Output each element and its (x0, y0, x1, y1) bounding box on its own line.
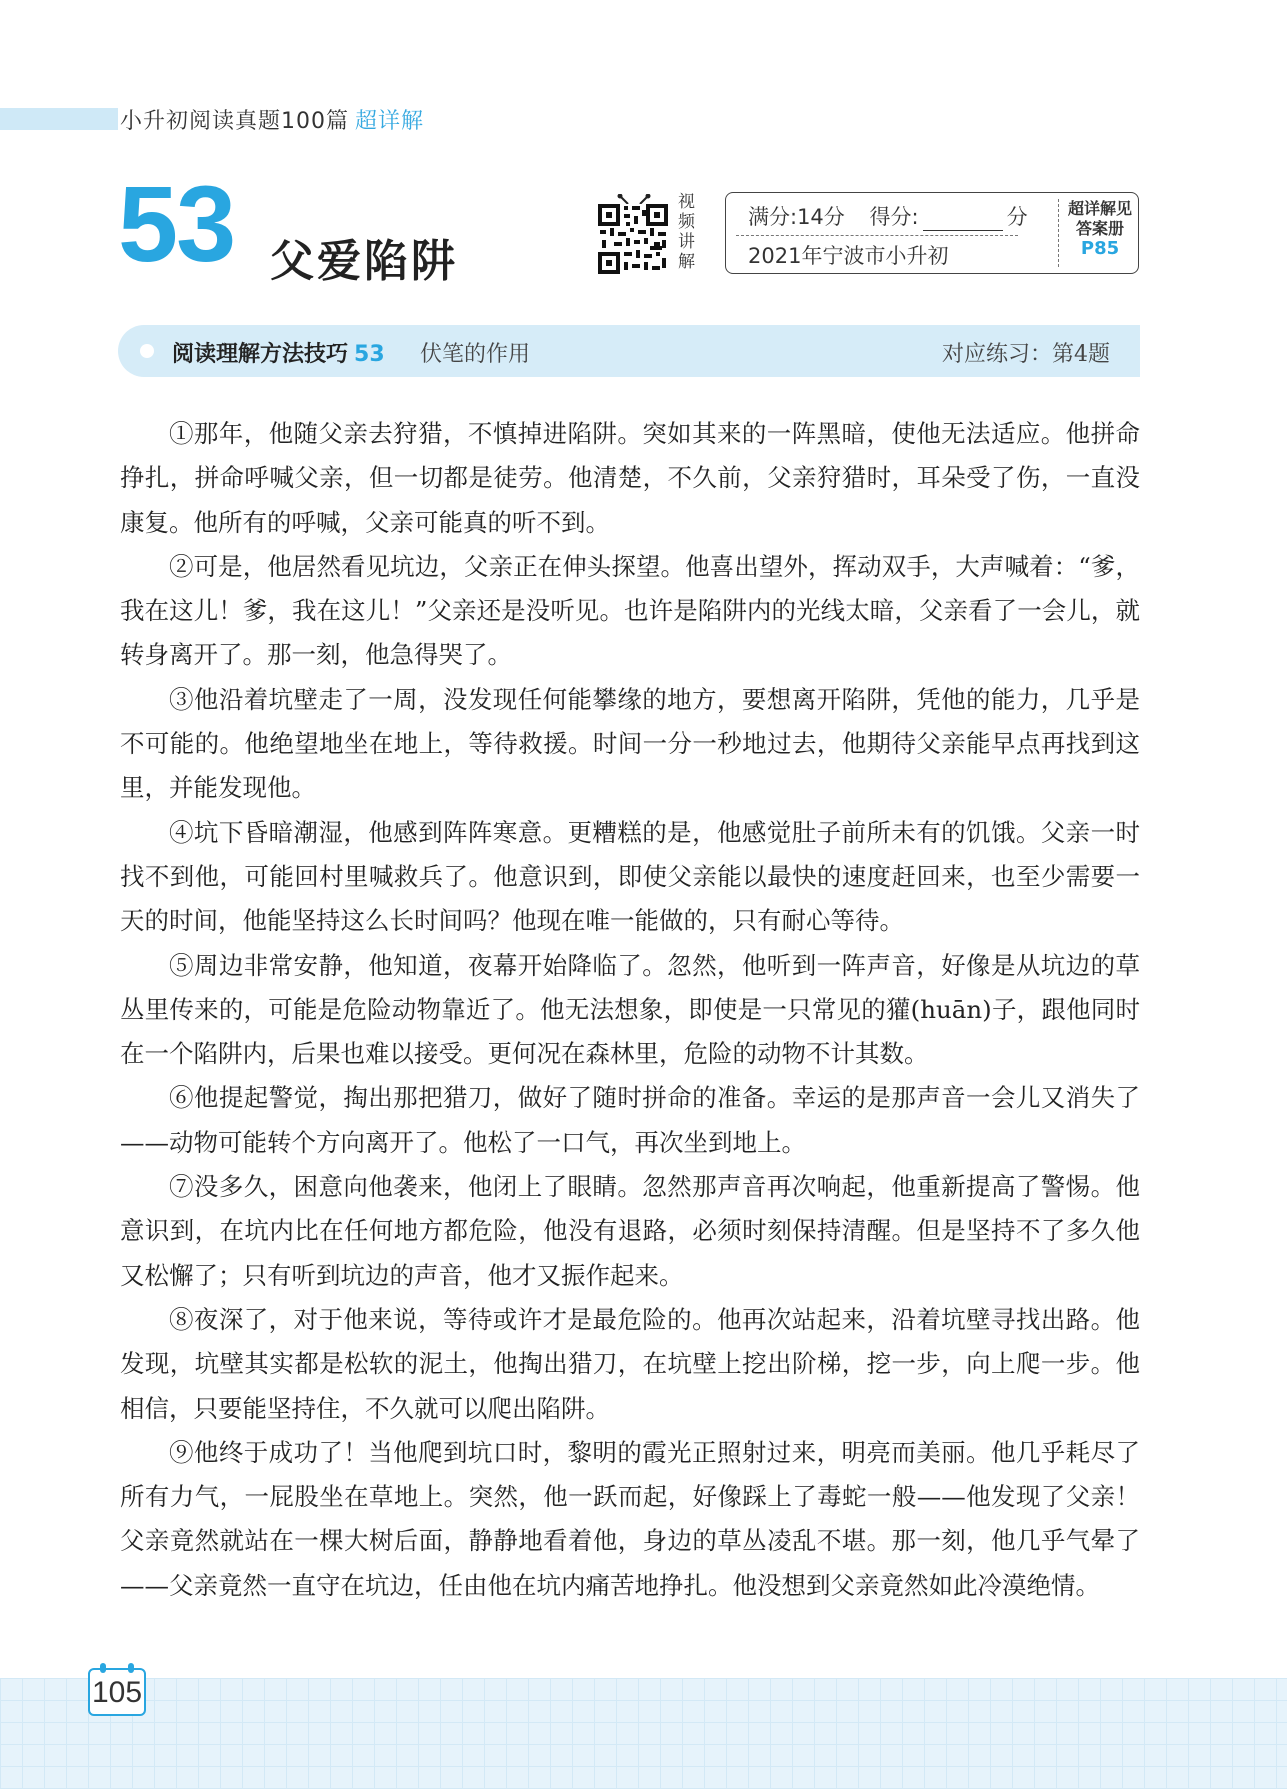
answer-ref-line1: 超详解见 (1067, 199, 1132, 218)
answer-ref-line2: 答案册 (1075, 219, 1124, 238)
lesson-title: 父爱陷阱 (270, 236, 458, 287)
binder-ring-icon (100, 1663, 106, 1673)
lesson-number: 53 (118, 163, 235, 284)
paragraph: ⑨他终于成功了！当他爬到坑口时，黎明的霞光正照射过来，明亮而美丽。他几乎耗尽了所有力气，一屁股坐在草地上。突然，他一跃而起，好像踩上了毒蛇一般——他发现了父亲！父亲竟然就站在一棵大树后面，静静地看着他，身边的草丛凌乱不堪。那一刻，他几乎气晕了——父亲竟然一直守在坑边，任由他在坑内痛苦地挣扎。他没想到父亲竟然如此冷漠绝情。 (120, 1437, 1140, 1600)
practice-reference: 对应练习：第4题 (942, 342, 1110, 367)
qr-label-char: 讲 (678, 232, 695, 252)
qr-label-char: 解 (678, 252, 695, 272)
qr-label-char: 频 (678, 212, 695, 232)
header-accent-bar (0, 108, 118, 130)
paragraph: ②可是，他居然看见坑边，父亲正在伸头探望。他喜出望外，挥动双手，大声喊着：“爹，我在这儿！爹，我在这儿！”父亲还是没听见。也许是陷阱内的光线太暗，父亲看了一会儿，就转身离开了。那一刻，他急得哭了。 (120, 551, 1140, 670)
tip-label (172, 337, 385, 368)
series-accent: 超详解 (355, 109, 425, 134)
page-number: 105 (91, 1676, 143, 1709)
paragraph: ⑤周边非常安静，他知道，夜幕开始降临了。忽然，他听到一阵声音，好像是从坑边的草丛里传来的，可能是危险动物靠近了。他无法想象，即使是一只常见的獾(huān)子，跟他同时在一个陷阱内，后果也难以接受。更何况在森林里，危险的动物不计其数。 (120, 950, 1140, 1069)
bullet-dot-icon (140, 344, 154, 358)
series-name: 小升初阅读真题100篇 (120, 109, 349, 134)
footer-grid-background (0, 1678, 1287, 1789)
page-number-badge (88, 1668, 146, 1716)
tip-number: 53 (354, 342, 385, 367)
answer-reference (1062, 199, 1138, 259)
score-row (748, 201, 1028, 231)
score-box (725, 192, 1139, 274)
tip-label-text: 阅读理解方法技巧 (172, 342, 349, 367)
full-score: 满分:14分 (748, 205, 845, 229)
exam-source: 2021年宁波市小升初 (748, 244, 949, 268)
tip-topic: 伏笔的作用 (420, 342, 531, 367)
article-body (120, 412, 1140, 1608)
score-label: 得分: (869, 205, 919, 229)
score-vertical-divider (1058, 199, 1059, 267)
paragraph: ①那年，他随父亲去狩猎，不慎掉进陷阱。突如其来的一阵黑暗，使他无法适应。他拼命挣扎，拼命呼喊父亲，但一切都是徒劳。他清楚，不久前，父亲狩猎时，耳朵受了伤，一直没康复。他所有的呼喊，父亲可能真的听不到。 (120, 419, 1140, 537)
score-blank[interactable] (923, 210, 1003, 231)
method-tip-bar (118, 325, 1140, 377)
answer-ref-page: P85 (1080, 238, 1120, 259)
score-unit: 分 (1006, 205, 1028, 229)
paragraph: ⑧夜深了，对于他来说，等待或许才是最危险的。他再次站起来，沿着坑壁寻找出路。他发现，坑壁其实都是松软的泥土，他掏出猎刀，在坑壁上挖出阶梯，挖一步，向上爬一步。他相信，只要能坚持住，不久就可以爬出陷阱。 (120, 1304, 1140, 1423)
paragraph: ⑦没多久，困意向他袭来，他闭上了眼睛。忽然那声音再次响起，他重新提高了警惕。他意识到，在坑内比在任何地方都危险，他没有退路，必须时刻保持清醒。但是坚持不了多久他又松懈了；只有听到坑边的声音，他才又振作起来。 (120, 1172, 1140, 1290)
paragraph: ④坑下昏暗潮湿，他感到阵阵寒意。更糟糕的是，他感觉肚子前所未有的饥饿。父亲一时找不到他，可能回村里喊救兵了。他意识到，即使父亲能以最快的速度赶回来，也至少需要一天的时间，他能坚持这么长时间吗？他现在唯一能做的，只有耐心等待。 (120, 817, 1140, 936)
paragraph: ③他沿着坑壁走了一周，没发现任何能攀缘的地方，要想离开陷阱，凭他的能力，几乎是不可能的。他绝望地坐在地上，等待救援。时间一分一秒地过去，他期待父亲能早点再找到这里，并能发现他。 (120, 684, 1140, 803)
qr-code-icon[interactable] (598, 194, 670, 274)
qr-label-char: 视 (678, 192, 695, 212)
series-title (120, 104, 424, 135)
qr-video-label (678, 192, 700, 272)
binder-ring-icon (128, 1663, 134, 1673)
paragraph: ⑥他提起警觉，掏出那把猎刀，做好了随时拼命的准备。幸运的是那声音一会儿又消失了——动物可能转个方向离开了。他松了一口气，再次坐到地上。 (120, 1083, 1140, 1157)
score-divider (736, 235, 1018, 236)
